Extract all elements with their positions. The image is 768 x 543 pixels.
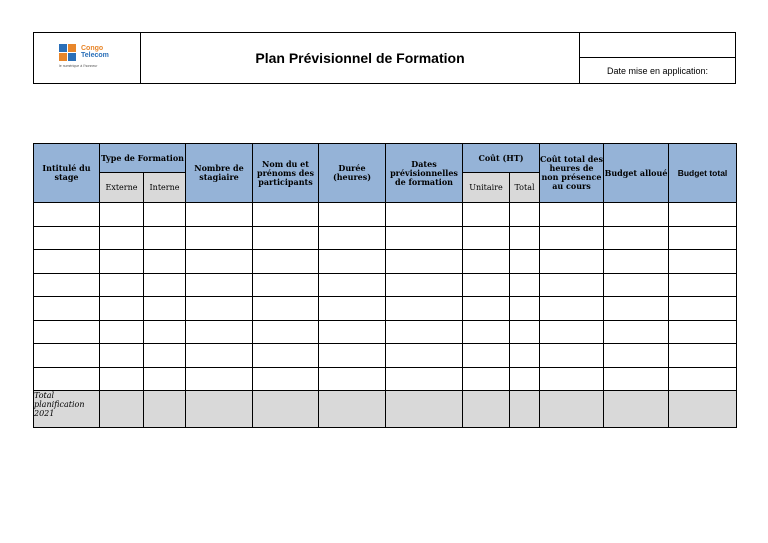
table-cell[interactable] bbox=[510, 297, 540, 321]
logo-text-line2: Telecom bbox=[81, 52, 109, 59]
table-cell[interactable] bbox=[144, 367, 186, 391]
table-cell[interactable] bbox=[604, 297, 669, 321]
table-cell[interactable] bbox=[510, 250, 540, 274]
table-cell[interactable] bbox=[186, 203, 253, 227]
col-cout-total: Total bbox=[510, 173, 540, 203]
table-cell[interactable] bbox=[386, 320, 463, 344]
total-cell[interactable] bbox=[100, 391, 144, 428]
table-cell[interactable] bbox=[604, 273, 669, 297]
total-cell[interactable] bbox=[386, 391, 463, 428]
page-title: Plan Prévisionnel de Formation bbox=[141, 33, 580, 83]
table-cell[interactable] bbox=[186, 297, 253, 321]
table-cell[interactable] bbox=[386, 226, 463, 250]
table-cell[interactable] bbox=[186, 226, 253, 250]
table-cell[interactable] bbox=[100, 203, 144, 227]
table-cell[interactable] bbox=[604, 367, 669, 391]
table-cell[interactable] bbox=[34, 273, 100, 297]
table-cell[interactable] bbox=[604, 344, 669, 368]
table-cell[interactable] bbox=[386, 250, 463, 274]
table-cell[interactable] bbox=[319, 367, 386, 391]
col-type-interne: Interne bbox=[144, 173, 186, 203]
col-nombre-stagiaire: Nombre de stagiaire bbox=[186, 144, 253, 203]
table-cell[interactable] bbox=[463, 203, 510, 227]
logo-square-icon bbox=[68, 44, 76, 52]
col-duree: Durée (heures) bbox=[319, 144, 386, 203]
table-cell[interactable] bbox=[669, 344, 737, 368]
table-cell[interactable] bbox=[540, 273, 604, 297]
table-cell[interactable] bbox=[34, 203, 100, 227]
table-cell[interactable] bbox=[186, 367, 253, 391]
table-cell[interactable] bbox=[463, 320, 510, 344]
date-label: Date mise en application: bbox=[606, 65, 709, 76]
table-cell[interactable] bbox=[144, 226, 186, 250]
table-cell[interactable] bbox=[540, 297, 604, 321]
total-cell[interactable] bbox=[510, 391, 540, 428]
table-cell[interactable] bbox=[100, 226, 144, 250]
table-cell[interactable] bbox=[386, 273, 463, 297]
table-row bbox=[34, 273, 737, 297]
table-cell[interactable] bbox=[186, 344, 253, 368]
table-row bbox=[34, 367, 737, 391]
table-cell[interactable] bbox=[669, 367, 737, 391]
table-row bbox=[34, 320, 737, 344]
table-cell[interactable] bbox=[319, 273, 386, 297]
total-cell[interactable] bbox=[669, 391, 737, 428]
col-budget-total: Budget total bbox=[669, 144, 737, 203]
table-cell[interactable] bbox=[540, 226, 604, 250]
table-cell[interactable] bbox=[34, 344, 100, 368]
table-cell[interactable] bbox=[540, 320, 604, 344]
table-cell[interactable] bbox=[253, 250, 319, 274]
table-cell[interactable] bbox=[253, 273, 319, 297]
table-cell[interactable] bbox=[540, 250, 604, 274]
table-cell[interactable] bbox=[100, 250, 144, 274]
logo-cell bbox=[34, 33, 141, 83]
table-cell[interactable] bbox=[319, 226, 386, 250]
table-cell[interactable] bbox=[510, 203, 540, 227]
table-cell[interactable] bbox=[253, 344, 319, 368]
table-cell[interactable] bbox=[186, 273, 253, 297]
table-cell[interactable] bbox=[604, 320, 669, 344]
table-cell[interactable] bbox=[669, 320, 737, 344]
col-dates: Dates prévisionnelles de formation bbox=[386, 144, 463, 203]
table-cell[interactable] bbox=[463, 367, 510, 391]
total-cell[interactable] bbox=[463, 391, 510, 428]
table-cell[interactable] bbox=[253, 203, 319, 227]
total-cell[interactable] bbox=[319, 391, 386, 428]
table-cell[interactable] bbox=[463, 297, 510, 321]
table-cell[interactable] bbox=[510, 344, 540, 368]
table-cell[interactable] bbox=[510, 273, 540, 297]
table-cell[interactable] bbox=[34, 297, 100, 321]
table-cell[interactable] bbox=[100, 320, 144, 344]
logo-square-icon bbox=[59, 53, 67, 61]
col-budget-alloue: Budget alloué bbox=[604, 144, 669, 203]
header-empty-cell bbox=[580, 33, 735, 58]
table-row bbox=[34, 250, 737, 274]
table-cell[interactable] bbox=[186, 250, 253, 274]
table-cell[interactable] bbox=[604, 250, 669, 274]
total-cell[interactable] bbox=[186, 391, 253, 428]
table-cell[interactable] bbox=[463, 273, 510, 297]
total-cell[interactable] bbox=[253, 391, 319, 428]
col-type-formation: Type de Formation bbox=[100, 144, 186, 173]
table-cell[interactable] bbox=[604, 203, 669, 227]
col-cout: Coût (HT) bbox=[463, 144, 540, 173]
table-cell[interactable] bbox=[144, 320, 186, 344]
table-cell[interactable] bbox=[144, 203, 186, 227]
table-cell[interactable] bbox=[463, 226, 510, 250]
col-cout-unitaire: Unitaire bbox=[463, 173, 510, 203]
table-row bbox=[34, 226, 737, 250]
table-cell[interactable] bbox=[100, 297, 144, 321]
table-cell[interactable] bbox=[319, 320, 386, 344]
col-cout-heures: Coût total des heures de non présence au cours bbox=[540, 144, 604, 203]
table-cell[interactable] bbox=[100, 367, 144, 391]
logo-text-line1: Congo bbox=[81, 45, 104, 52]
table-cell[interactable] bbox=[540, 367, 604, 391]
congo-telecom-logo bbox=[59, 44, 119, 72]
table-cell[interactable] bbox=[319, 203, 386, 227]
col-nom-participants: Nom du et prénoms des participants bbox=[253, 144, 319, 203]
table-cell[interactable] bbox=[669, 297, 737, 321]
table-cell[interactable] bbox=[253, 226, 319, 250]
table-cell[interactable] bbox=[319, 250, 386, 274]
table-cell[interactable] bbox=[34, 226, 100, 250]
table-cell[interactable] bbox=[34, 367, 100, 391]
table-cell[interactable] bbox=[144, 250, 186, 274]
col-type-externe: Externe bbox=[100, 173, 144, 203]
table-cell[interactable] bbox=[144, 297, 186, 321]
table-cell[interactable] bbox=[186, 320, 253, 344]
table-cell[interactable] bbox=[669, 203, 737, 227]
table-row bbox=[34, 344, 737, 368]
table-row bbox=[34, 297, 737, 321]
table-cell[interactable] bbox=[319, 344, 386, 368]
document-header bbox=[33, 32, 736, 84]
table-cell[interactable] bbox=[463, 250, 510, 274]
total-label: Total planification 2021 bbox=[34, 391, 100, 428]
table-cell[interactable] bbox=[100, 344, 144, 368]
table-cell[interactable] bbox=[540, 344, 604, 368]
table-cell[interactable] bbox=[144, 344, 186, 368]
table-cell[interactable] bbox=[604, 226, 669, 250]
logo-square-icon bbox=[68, 53, 76, 61]
table-cell[interactable] bbox=[540, 203, 604, 227]
table-cell[interactable] bbox=[386, 297, 463, 321]
table-cell[interactable] bbox=[253, 367, 319, 391]
total-cell[interactable] bbox=[604, 391, 669, 428]
table-cell[interactable] bbox=[319, 297, 386, 321]
table-cell[interactable] bbox=[253, 297, 319, 321]
table-cell[interactable] bbox=[510, 226, 540, 250]
table-cell[interactable] bbox=[34, 250, 100, 274]
col-intitule: Intitulé du stage bbox=[34, 144, 100, 203]
table-cell[interactable] bbox=[144, 273, 186, 297]
table-cell[interactable] bbox=[510, 367, 540, 391]
table-cell[interactable] bbox=[386, 203, 463, 227]
table-cell[interactable] bbox=[386, 367, 463, 391]
total-cell[interactable] bbox=[144, 391, 186, 428]
table-row bbox=[34, 203, 737, 227]
logo-square-icon bbox=[59, 44, 67, 52]
table-cell[interactable] bbox=[253, 320, 319, 344]
total-cell[interactable] bbox=[540, 391, 604, 428]
logo-slogan: le numérique à l'honneur bbox=[59, 64, 98, 68]
training-plan-table bbox=[33, 143, 737, 428]
table-cell[interactable] bbox=[669, 250, 737, 274]
table-cell[interactable] bbox=[34, 320, 100, 344]
table-cell[interactable] bbox=[669, 273, 737, 297]
table-cell[interactable] bbox=[463, 344, 510, 368]
table-cell[interactable] bbox=[510, 320, 540, 344]
table-cell[interactable] bbox=[669, 226, 737, 250]
table-cell[interactable] bbox=[386, 344, 463, 368]
table-cell[interactable] bbox=[100, 273, 144, 297]
